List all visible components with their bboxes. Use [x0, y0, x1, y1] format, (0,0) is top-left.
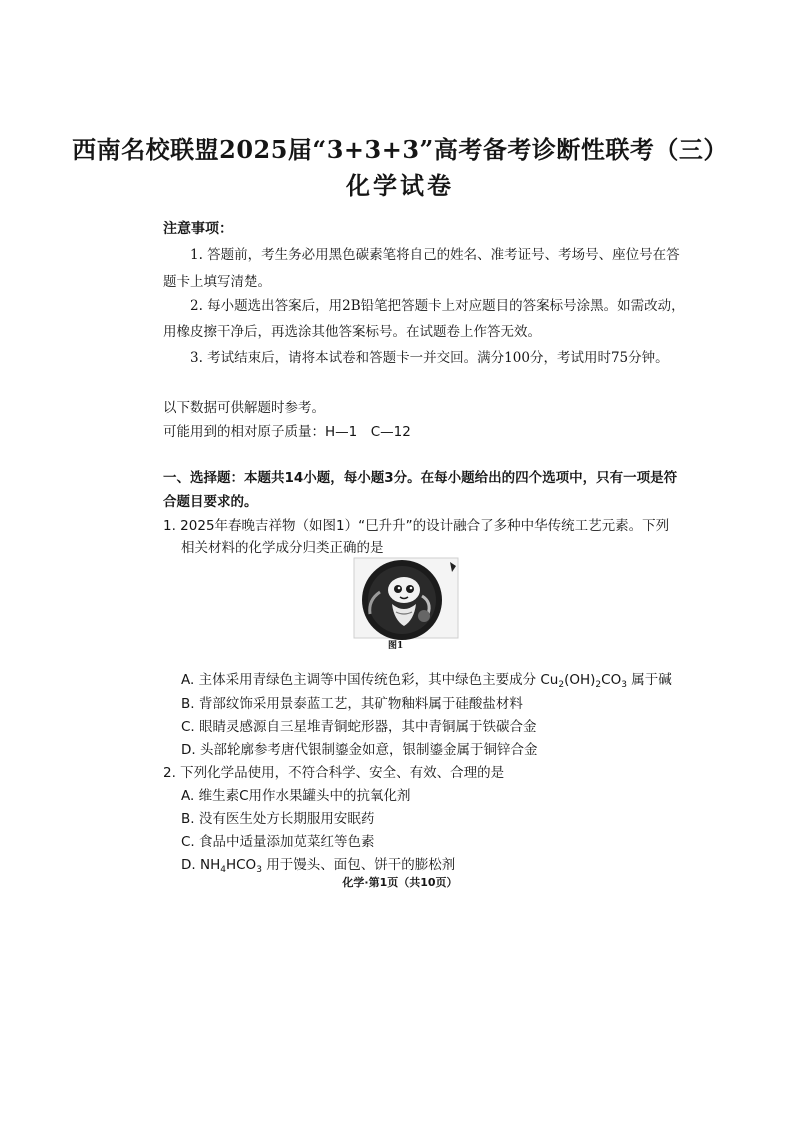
question-1-stem-cont: 相关材料的化学成分归类正确的是 — [181, 540, 384, 556]
question-1-option-a: A. 主体采用青绿色主调等中国传统色彩，其中绿色主要成分 $Cu_2(OH)_2CO_3$ 属于碱 — [181, 672, 672, 690]
notice-item-2-line-1: 2. 每小题选出答案后，用2B铅笔把答题卡上对应题目的答案标号涂黑。如需改动， — [190, 298, 685, 314]
question-2-stem: 2. 下列化学品使用，不符合科学、安全、有效、合理的是 — [163, 765, 505, 781]
question-1-option-d: D. 头部轮廓参考唐代银制鎏金如意，银制鎏金属于铜锌合金 — [181, 742, 538, 758]
reference-note: 以下数据可供解题时参考。 — [163, 400, 325, 416]
question-2-option-c: C. 食品中适量添加苋菜红等色素 — [181, 834, 375, 850]
section-1-heading: 一、选择题：本题共14小题，每小题3分。在每小题给出的四个选项中，只有一项是符 — [163, 470, 678, 486]
question-1-option-c: C. 眼睛灵感源自三星堆青铜蛇形器，其中青铜属于铁碳合金 — [181, 719, 537, 735]
notice-heading: 注意事项： — [163, 221, 233, 237]
notice-item-1-line-2: 题卡上填写清楚。 — [163, 274, 271, 290]
mascot-figure — [350, 556, 460, 652]
section-1-heading-cont: 合题目要求的。 — [163, 494, 258, 510]
figure-caption: 图1 — [388, 641, 404, 651]
question-2-option-b: B. 没有医生处方长期服用安眠药 — [181, 811, 375, 827]
question-1-option-b: B. 背部纹饰采用景泰蓝工艺，其矿物釉料属于硅酸盐材料 — [181, 696, 523, 712]
page-footer: 化学·第1页（共10页） — [342, 876, 458, 889]
notice-item-1-line-1: 1. 答题前，考生务必用黑色碳素笔将自己的姓名、准考证号、考场号、座位号在答 — [190, 247, 680, 263]
question-1-stem: 1. 2025年春晚吉祥物（如图1）“巳升升”的设计融合了多种中华传统工艺元素。下列 — [163, 518, 670, 534]
question-2-option-d: D. $NH_4HCO_3$ 用于馒头、面包、饼干的膨松剂 — [181, 857, 456, 875]
question-2-option-a: A. 维生素C用作水果罐头中的抗氧化剂 — [181, 788, 411, 804]
exam-title: 西南名校联盟2025届“3+3+3”高考备考诊断性联考（三） — [72, 135, 728, 164]
notice-item-2-line-2: 用橡皮擦干净后，再选涂其他答案标号。在试题卷上作答无效。 — [163, 324, 541, 340]
exam-subject-title: 化学试卷 — [346, 171, 454, 200]
notice-item-3: 3. 考试结束后，请将本试卷和答题卡一并交回。满分100分，考试用时75分钟。 — [190, 350, 669, 366]
atomic-mass-note: 可能用到的相对原子质量：H—1 C—12 — [163, 424, 411, 440]
